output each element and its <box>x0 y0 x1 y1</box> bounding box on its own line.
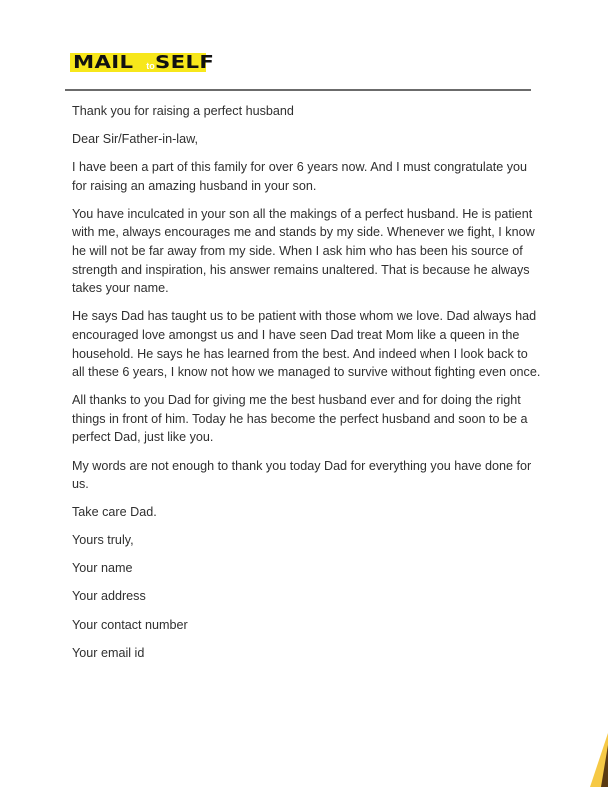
letter-paragraph: I have been a part of this family for over 6 years now. And I must congratulate you for raising an amazing husband in your son. <box>72 160 528 193</box>
letter-paragraph: He says Dad has taught us to be patient with those whom we love. Dad always had encouraged love amongst us and I have seen Dad treat Mom like a queen in the household. He says he has learned from the best. And indeed when I look back to all these 6 years, I know not how we managed to survive without fighting even once. <box>72 309 541 380</box>
letter-paragraph: My words are not enough to thank you today Dad for everything you have done for us. <box>72 458 532 492</box>
logo-text-self: SELF <box>154 52 214 73</box>
header-divider <box>65 89 531 91</box>
signature-name: Your name <box>72 561 133 576</box>
letter-paragraph: You have inculcated in your son all the makings of a perfect husband. He is patient with me, always encourages me and stands by my side. Whenever we fight, I know he will not be far away from my side. When I ask him who has been his source of strength and inspiration, his answer remains unaltered. That is because he always takes your name. <box>72 206 535 296</box>
signature-address: Your address <box>72 589 146 604</box>
signature-email: Your email id <box>72 645 145 660</box>
logo-text-to: to <box>146 60 155 71</box>
letter-salutation: Dear Sir/Father-in-law, <box>72 132 198 147</box>
letter-paragraph: All thanks to you Dad for giving me the best husband ever and for doing the right things in front of him. Today he has become the perfect husband and soon to be a perfect Dad, just like you. <box>72 393 528 445</box>
mail-to-self-logo <box>70 52 214 73</box>
letter-subject: Thank you for raising a perfect husband <box>72 104 294 118</box>
signature-contact: Your contact number <box>72 617 188 632</box>
letter-closing-line: Take care Dad. <box>72 505 157 520</box>
letter-body <box>72 102 542 672</box>
logo-text-mail: MAIL <box>73 52 134 73</box>
letter-sign-off: Yours truly, <box>72 533 134 548</box>
corner-ribbon-decoration <box>568 697 608 787</box>
